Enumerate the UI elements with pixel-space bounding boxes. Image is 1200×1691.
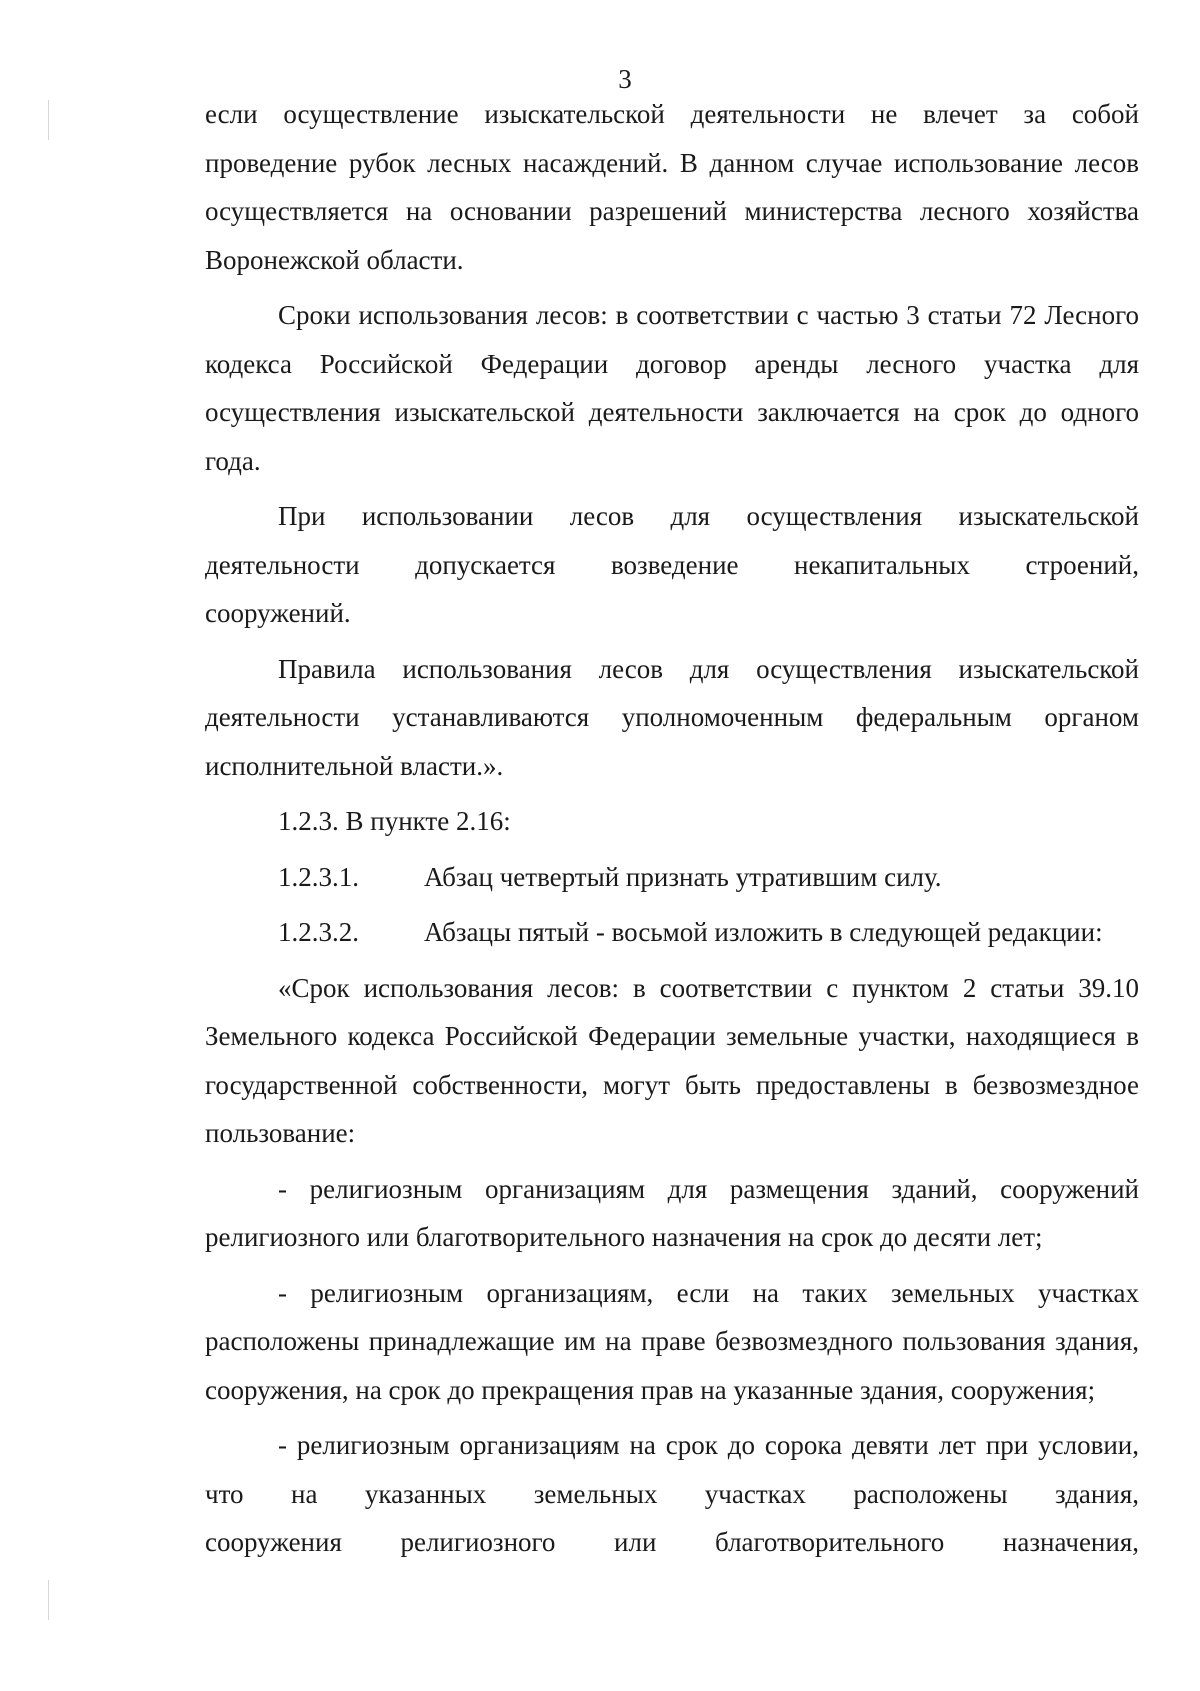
list-item: - религиозным организациям на срок до сорока девяти лет при условии, что на указанных земельных участках расположены здания, — [205, 1430, 1139, 1509]
numbered-item — [205, 908, 1139, 957]
page-number: 3 — [618, 64, 632, 94]
item-text: Абзацы пятый - восьмой изложить в следующей редакции: — [424, 917, 1103, 947]
numbered-item — [205, 853, 1139, 902]
scan-edge-mark — [48, 100, 49, 140]
paragraph: если осуществление изыскательской деятельности не влечет за собой проведение рубок лесных насаждений. В данном случае использование лесов осуществляется на основании разрешений министерства лесного хозяйства Воронежской области. — [205, 99, 1139, 275]
scan-edge-mark — [48, 1580, 49, 1620]
list-item: - религиозным организациям для размещения зданий, сооружений религиозного или благотворительного назначения на срок до десяти лет; — [205, 1173, 1139, 1252]
clause-heading: 1.2.3. В пункте 2.16: — [278, 806, 511, 836]
document-body — [205, 90, 1139, 1567]
paragraph-line: При использовании лесов для осуществления изыскательской — [278, 501, 1139, 531]
paragraph-line: деятельности допускается возведение некапитальных строений, — [205, 549, 1139, 580]
paragraph-line: сооружения религиозного или благотворительного назначения, — [205, 1527, 1139, 1557]
list-item: - религиозным организациям, если на таких земельных участках расположены принадлежащие им на праве безвозмездного пользования здания, сооружения, на срок до прекращения прав на указанные здания, сооружения; — [205, 1277, 1139, 1405]
paragraph-line: сооружений. — [205, 598, 351, 628]
paragraph: «Срок использования лесов: в соответствии с пунктом 2 статьи 39.10 Земельного кодекса Российской Федерации земельные участки, находящиеся в государственной собственности, могут быть предоставлены в безвозмездное пользование: — [205, 972, 1139, 1148]
item-text: Абзац четвертый признать утратившим силу. — [424, 861, 942, 892]
paragraph: Сроки использования лесов: в соответствии с частью 3 статьи 72 Лесного кодекса Российской Федерации договор аренды лесного участка для осуществления изыскательской деятельности заключается на срок до одного года. — [205, 300, 1139, 476]
paragraph: Правила использования лесов для осуществления изыскательской деятельности устанавливаются уполномоченным федеральным органом исполнительной власти.». — [205, 653, 1139, 781]
item-number: 1.2.3.2. — [278, 917, 359, 947]
item-number: 1.2.3.1. — [278, 861, 359, 892]
